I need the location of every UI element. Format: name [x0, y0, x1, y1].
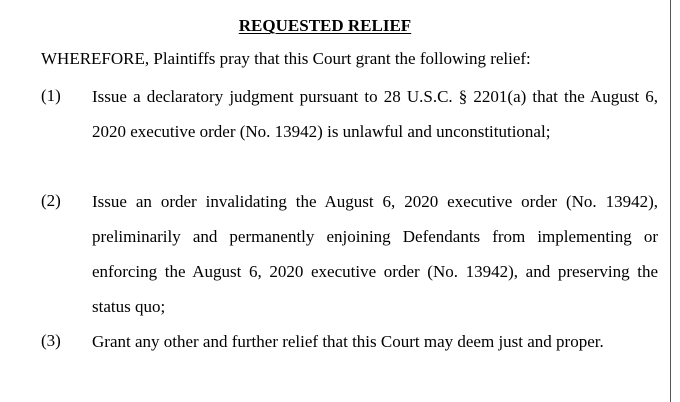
relief-item-number: (1)	[41, 86, 61, 105]
relief-item-text: Issue an order invalidating the August 6, 2020 executive order (No. 13942), preliminarily and permanently enjoining Defendants from implementing or enforcing the August 6, 2020 executive order (No. 13942), and preserving the status quo;	[92, 192, 658, 316]
intro-paragraph: WHEREFORE, Plaintiffs pray that this Court grant the following relief:	[41, 49, 531, 68]
relief-item-number: (3)	[41, 331, 61, 350]
relief-item-text: Grant any other and further relief that this Court may deem just and proper.	[92, 332, 604, 351]
relief-item-text: Issue a declaratory judgment pursuant to 28 U.S.C. § 2201(a) that the August 6, 2020 executive order (No. 13942) is unlawful and unconstitutional;	[92, 87, 658, 141]
page-edge-rule	[670, 0, 671, 402]
relief-item-number: (2)	[41, 191, 61, 210]
section-heading: REQUESTED RELIEF	[238, 16, 412, 35]
